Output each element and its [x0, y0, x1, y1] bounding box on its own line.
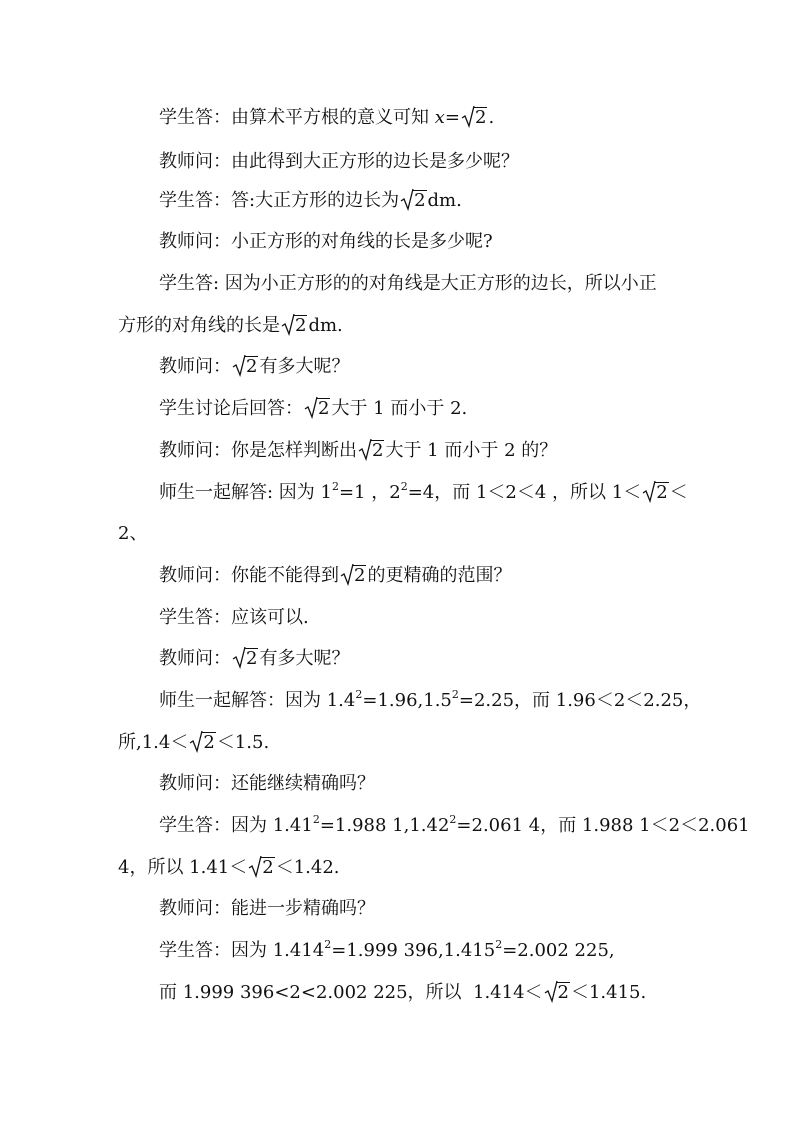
text-segment: =4，而 1＜2＜4 ，所以 1＜: [407, 482, 642, 503]
exponent: 2: [355, 688, 363, 701]
dialogue-line: [159, 397, 467, 421]
text-segment: 2、: [118, 523, 148, 544]
dialogue-line: [159, 939, 615, 963]
text-segment: 方形的对角线的长是: [118, 315, 280, 336]
text-segment: =1 ，2: [338, 482, 401, 503]
radicand: 2: [474, 107, 487, 128]
sqrt-symbol: [281, 314, 307, 338]
dialogue-line: [159, 272, 657, 296]
text-segment: dm.: [308, 315, 343, 336]
text-segment: 4，所以 1.41＜: [118, 857, 248, 878]
exponent: 2: [400, 480, 408, 493]
sqrt-symbol: [248, 856, 274, 880]
text-segment: 教师问：小正方形的对角线的长是多少呢?: [159, 231, 493, 252]
radicand: 2: [203, 732, 215, 753]
text-segment: ＜1.42.: [275, 857, 340, 878]
dialogue-line: [159, 564, 511, 588]
text-segment: 学生答：答:大正方形的边长为: [159, 190, 400, 211]
text-segment: 有多大呢？: [259, 648, 350, 669]
text-segment: 教师问：由此得到大正方形的边长是多少呢？: [159, 151, 519, 172]
text-segment: =: [444, 107, 460, 128]
dialogue-line: [118, 522, 147, 546]
text-segment: =2.002 225,: [502, 940, 615, 961]
sqrt-symbol: [544, 981, 570, 1005]
radicand: 2: [414, 190, 426, 211]
text-segment: =2.25，而 1.96＜2＜2.25，: [458, 690, 702, 711]
text-segment: ＜1.5.: [216, 732, 270, 753]
sqrt-symbol: [642, 481, 668, 505]
dialogue-line: [159, 106, 494, 130]
radicand: 2: [656, 482, 668, 503]
dialogue-line: [159, 772, 375, 796]
dialogue-line: [159, 189, 462, 213]
radicand: 2: [318, 398, 330, 419]
text-segment: ＜1.415.: [570, 982, 647, 1003]
text-segment: 师生一起解答: 因为 1: [159, 482, 332, 503]
dialogue-line: [159, 897, 375, 921]
text-segment: 学生答：因为 1.414: [159, 940, 325, 961]
exponent: 2: [331, 480, 339, 493]
dialogue-line: [118, 731, 269, 755]
exponent: 2: [451, 688, 459, 701]
radicand: 2: [262, 857, 274, 878]
sqrt-symbol: [461, 106, 487, 130]
dialogue-line: [159, 150, 519, 174]
dialogue-line: [159, 355, 349, 379]
text-segment: 所,1.4＜: [118, 732, 189, 753]
dialogue-line: [159, 606, 309, 630]
text-segment: =1.988 1,1.42: [319, 815, 450, 836]
sqrt-symbol: [232, 355, 258, 379]
text-segment: =1.96,1.5: [362, 690, 452, 711]
radicand: 2: [295, 315, 307, 336]
text-segment: 教师问：: [159, 356, 231, 377]
text-segment: .: [488, 107, 495, 128]
text-segment: 教师问：还能继续精确吗？: [159, 773, 375, 794]
text-segment: ＜: [669, 482, 688, 503]
exponent: 2: [324, 938, 332, 951]
text-segment: dm.: [427, 190, 462, 211]
text-segment: 的更精确的范围？: [367, 565, 512, 586]
dialogue-line: [159, 814, 750, 838]
exponent: 2: [312, 813, 320, 826]
dialogue-line: [159, 647, 349, 671]
sqrt-symbol: [232, 647, 258, 671]
dialogue-line: [118, 856, 340, 880]
radicand: 2: [372, 440, 384, 461]
sqrt-symbol: [340, 564, 366, 588]
text-segment: 教师问：: [159, 648, 231, 669]
text-segment: 师生一起解答：因为 1.4: [159, 690, 356, 711]
variable-x: x: [434, 107, 445, 128]
dialogue-line: [159, 481, 688, 505]
text-segment: 学生答：因为 1.41: [159, 815, 313, 836]
dialogue-line: [159, 981, 646, 1005]
radicand: 2: [246, 648, 258, 669]
text-segment: 而 1.999 396<2<2.002 225，所以 1.414＜: [159, 982, 543, 1003]
text-segment: 教师问：你是怎样判断出: [159, 440, 357, 461]
text-segment: 学生答：应该可以.: [159, 607, 309, 628]
text-segment: =1.999 396,1.415: [331, 940, 496, 961]
dialogue-line: [118, 314, 343, 338]
text-segment: 学生讨论后回答：: [159, 398, 303, 419]
exponent: 2: [449, 813, 457, 826]
text-segment: 大于 1 而小于 2.: [331, 398, 468, 419]
text-segment: 教师问：能进一步精确吗？: [159, 898, 375, 919]
sqrt-symbol: [189, 731, 215, 755]
dialogue-line: [159, 439, 557, 463]
sqrt-symbol: [304, 397, 330, 421]
radicand: 2: [246, 356, 258, 377]
sqrt-symbol: [358, 439, 384, 463]
text-segment: 大于 1 而小于 2 的？: [385, 440, 558, 461]
text-segment: =2.061 4，而 1.988 1＜2＜2.061: [456, 815, 750, 836]
exponent: 2: [495, 938, 503, 951]
dialogue-line: [159, 689, 701, 713]
text-segment: 学生答: 因为小正方形的的对角线是大正方形的边长，所以小正: [159, 273, 657, 294]
sqrt-symbol: [400, 189, 426, 213]
text-segment: 学生答：由算术平方根的意义可知: [159, 107, 435, 128]
dialogue-line: [159, 230, 493, 254]
text-segment: 教师问：你能不能得到: [159, 565, 339, 586]
radicand: 2: [354, 565, 366, 586]
radicand: 2: [557, 982, 569, 1003]
text-segment: 有多大呢？: [259, 356, 350, 377]
